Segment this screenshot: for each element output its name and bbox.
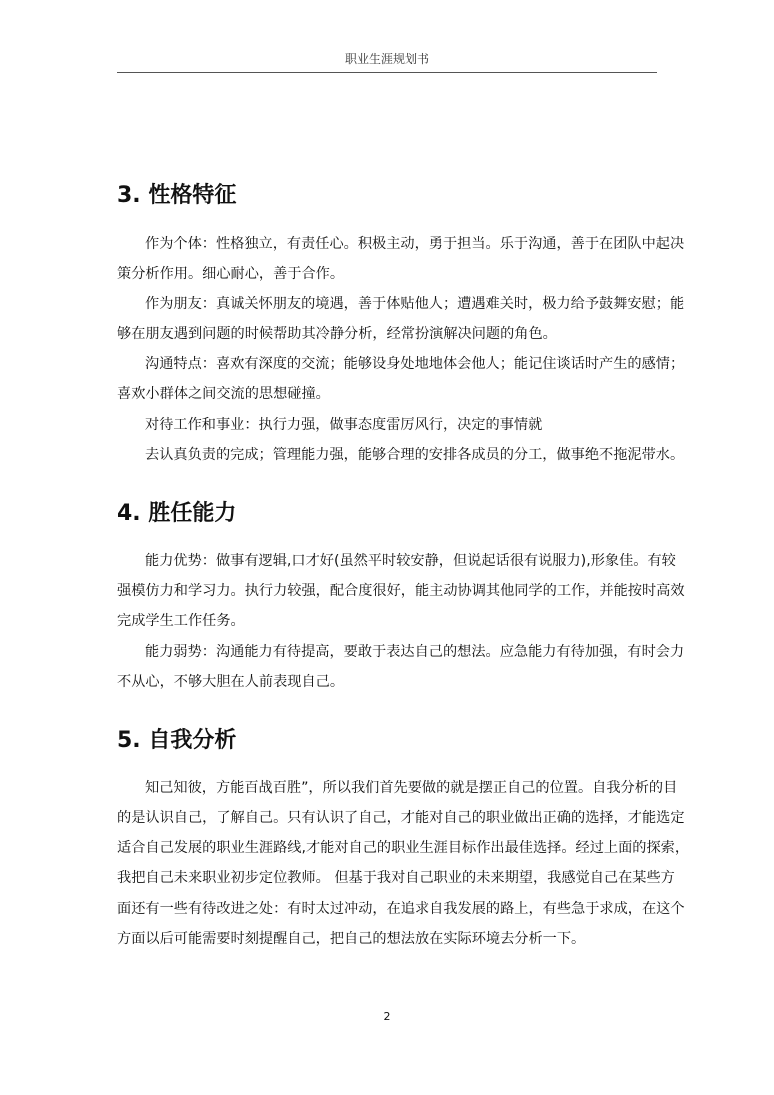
paragraph-line: 我把自己未来职业初步定位教师。 但基于我对自己职业的未来期望，我感觉自己在某些方 — [117, 870, 675, 886]
paragraph-line: 能力优势：做事有逻辑,口才好(虽然平时较安静，但说起话很有说服力),形象佳。有较 — [145, 553, 676, 569]
section-heading-5: 5. 自我分析 — [117, 728, 237, 753]
paragraph-line: 完成学生工作任务。 — [117, 613, 245, 629]
page-number: 2 — [383, 1010, 391, 1023]
section-heading-3: 3. 性格特征 — [117, 183, 237, 208]
paragraph-line: 适合自己发展的职业生涯路线,才能对自己的职业生涯目标作出最佳选择。经过上面的探索， — [117, 840, 690, 856]
paragraph-line: 面还有一些有待改进之处：有时太过冲动，在追求自我发展的路上，有些急于求成，在这个 — [117, 901, 685, 917]
paragraph-line: 知己知彼，方能百战百胜”，所以我们首先要做的就是摆正自己的位置。自我分析的目 — [145, 780, 678, 796]
paragraph-line: 作为朋友：真诚关怀朋友的境遇，善于体贴他人；遭遇难关时，极力给予鼓舞安慰；能 — [145, 296, 685, 312]
paragraph-line: 喜欢小群体之间交流的思想碰撞。 — [117, 386, 330, 402]
paragraph-line: 强模仿力和学习力。执行力较强，配合度很好，能主动协调其他同学的工作，并能按时高效 — [117, 583, 685, 599]
paragraph-line: 对待工作和事业：执行力强，做事态度雷厉风行，决定的事情就 — [145, 417, 543, 433]
header-rule — [117, 72, 657, 73]
paragraph-line: 去认真负责的完成；管理能力强，能够合理的安排各成员的分工，做事绝不拖泥带水。 — [145, 447, 685, 463]
paragraph-line: 够在朋友遇到问题的时候帮助其冷静分析，经常扮演解决问题的角色。 — [117, 326, 557, 342]
section-heading-4: 4. 胜任能力 — [117, 501, 237, 526]
paragraph-line: 方面以后可能需要时刻提醒自己，把自己的想法放在实际环境去分析一下。 — [117, 931, 586, 947]
paragraph-line: 的是认识自己，了解自己。只有认识了自己，才能对自己的职业做出正确的选择，才能选定 — [117, 810, 685, 826]
paragraph-line: 沟通特点：喜欢有深度的交流；能够设身处地地体会他人；能记住谈话时产生的感情； — [145, 356, 685, 372]
paragraph-line: 能力弱势：沟通能力有待提高，要敢于表达自己的想法。应急能力有待加强，有时会力 — [145, 644, 685, 660]
paragraph-line: 策分析作用。细心耐心，善于合作。 — [117, 266, 345, 282]
paragraph-line: 作为个体：性格独立，有责任心。积极主动，勇于担当。乐于沟通，善于在团队中起决 — [145, 236, 685, 252]
paragraph-line: 不从心，不够大胆在人前表现自己。 — [117, 674, 345, 690]
page-header: 职业生涯规划书 — [344, 52, 429, 66]
